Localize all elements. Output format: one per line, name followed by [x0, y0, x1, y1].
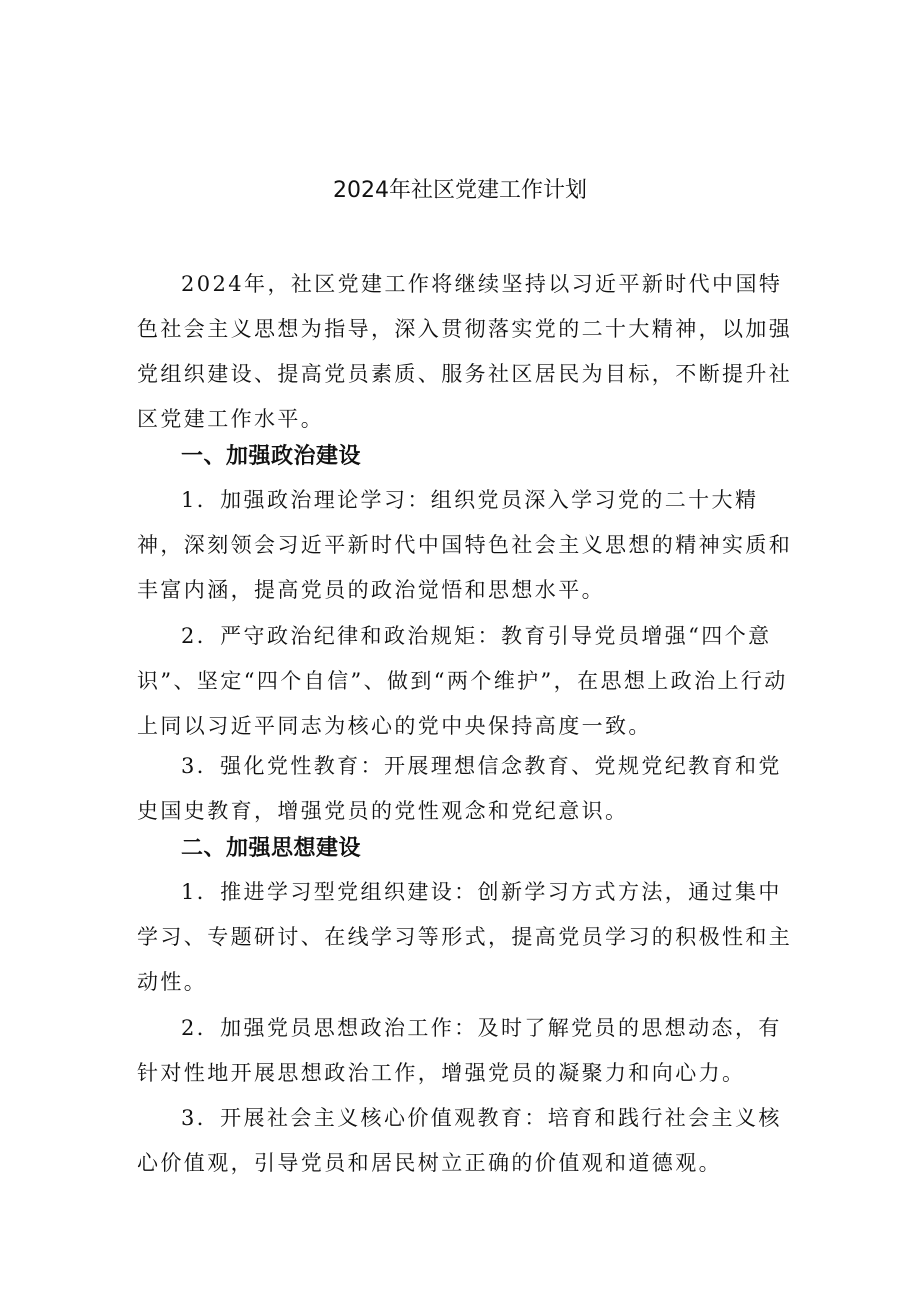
list-item: 3．开展社会主义核心价值观教育：培育和践行社会主义核心价值观，引导党员和居民树立正确的价值观和道德观。 — [137, 1106, 782, 1175]
section-heading-ideological: 二、加强思想建设 — [181, 836, 362, 861]
list-item: 2．严守政治纪律和政治规矩：教育引导党员增强“四个意识”、坚定“四个自信”、做到“两个维护”，在思想上政治上行动上同以习近平同志为核心的党中央保持高度一致。 — [137, 624, 788, 738]
section-heading-political: 一、加强政治建设 — [181, 444, 362, 469]
document-title: 2024年社区党建工作计划 — [333, 178, 587, 203]
intro-paragraph: 2024年，社区党建工作将继续坚持以习近平新时代中国特色社会主义思想为指导，深入贯彻落实党的二十大精神，以加强党组织建设、提高党员素质、服务社区居民为目标，不断提升社区党建工作水平。 — [137, 272, 793, 431]
list-item: 2．加强党员思想政治工作：及时了解党员的思想动态，有针对性地开展思想政治工作，增强党员的凝聚力和向心力。 — [137, 1016, 782, 1085]
list-item: 1．加强政治理论学习：组织党员深入学习党的二十大精神，深刻领会习近平新时代中国特色社会主义思想的精神实质和丰富内涵，提高党员的政治觉悟和思想水平。 — [137, 488, 793, 602]
list-item: 1．推进学习型党组织建设：创新学习方式方法，通过集中学习、专题研讨、在线学习等形式，提高党员学习的积极性和主动性。 — [137, 880, 793, 994]
list-item: 3．强化党性教育：开展理想信念教育、党规党纪教育和党史国史教育，增强党员的党性观念和党纪意识。 — [137, 754, 782, 823]
